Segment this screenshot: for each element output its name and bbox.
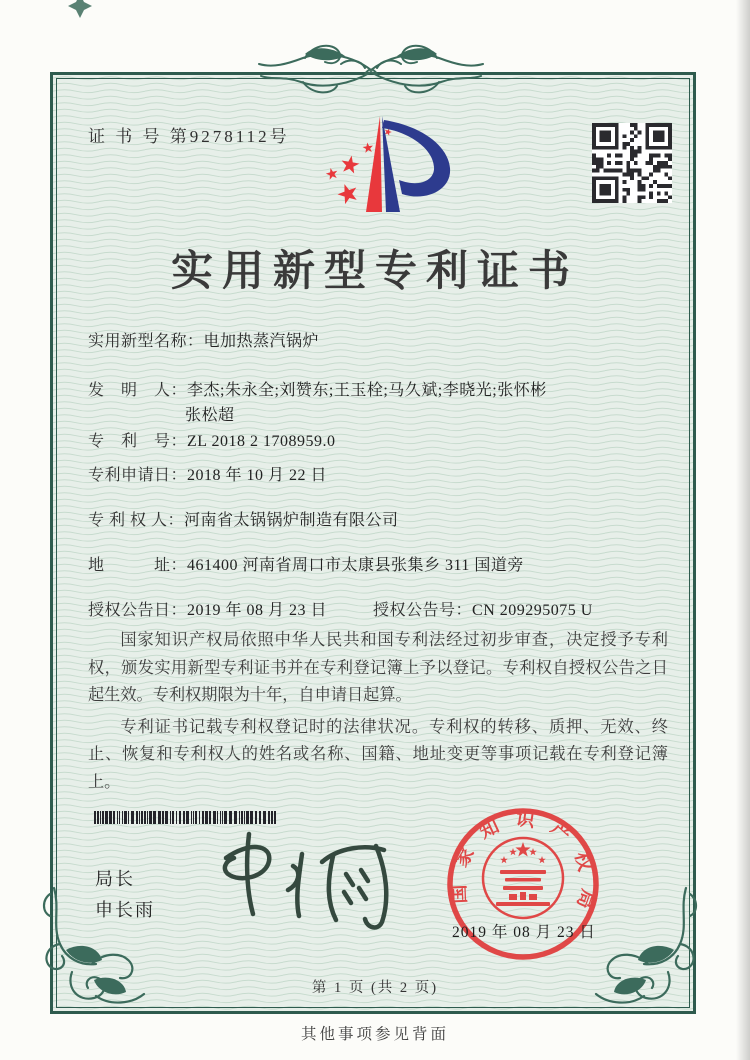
qr-code bbox=[592, 123, 672, 203]
field-value: 李杰;朱永全;刘赞东;王玉栓;马久斌;李晓光;张怀彬 bbox=[187, 382, 547, 399]
field-label: 发 明 人： bbox=[88, 382, 188, 399]
field-label: 授权公告日： bbox=[88, 602, 188, 619]
seal-date: 2019 年 08 月 23 日 bbox=[452, 924, 596, 941]
barcode bbox=[94, 811, 280, 824]
field-label: 授权公告号： bbox=[373, 602, 473, 619]
seal-ring-text: 国家知识产权局 bbox=[448, 808, 599, 926]
top-flourish-ornament bbox=[253, 38, 489, 100]
svg-text:国家知识产权局 bbox=[447, 806, 600, 925]
field-label: 实用新型名称： bbox=[88, 333, 204, 350]
field-label: 专 利 号： bbox=[88, 433, 188, 450]
signatory-name: 申长雨 bbox=[95, 900, 155, 920]
field-value: 张松超 bbox=[185, 407, 235, 424]
legal-paragraph-2: 专利证书记载专利权登记时的法律状况。专利权的转移、质押、无效、终止、恢复和专利权人的姓名或名称、国籍、地址变更等事项记载在专利登记簿上。 bbox=[88, 717, 668, 791]
field-patent-number bbox=[88, 428, 335, 451]
field-value: 电加热蒸汽锅炉 bbox=[203, 333, 320, 350]
field-grant bbox=[88, 597, 593, 620]
field-value: 2018 年 10 月 22 日 bbox=[187, 467, 328, 484]
seal-emblem-icon bbox=[496, 842, 550, 906]
field-label: 专 利 权 人： bbox=[88, 512, 185, 529]
reverse-side-note: 其他事项参见背面 bbox=[300, 1026, 449, 1043]
field-label: 地 址： bbox=[88, 557, 188, 574]
field-utility-model-name bbox=[88, 328, 319, 351]
field-patentee bbox=[88, 507, 399, 530]
cnipa-logo bbox=[306, 110, 464, 228]
scan-edge-shadow bbox=[736, 0, 750, 1060]
field-filing-date bbox=[88, 462, 327, 485]
field-value: 河南省太锅锅炉制造有限公司 bbox=[184, 512, 399, 529]
legal-paragraph-1: 国家知识产权局依照中华人民共和国专利法经过初步审查，决定授予专利权，颁发实用新型专利证书并在专利登记簿上予以登记。专利权自授权公告之日起生效。专利权期限为十年，自申请日起算。 bbox=[88, 631, 668, 704]
signatory-post: 局长 bbox=[95, 869, 135, 889]
certificate-title: 实用新型专利证书 bbox=[170, 249, 579, 295]
certificate-number: 证 书 号 第9278112号 bbox=[88, 127, 290, 146]
field-label: 专利申请日： bbox=[88, 467, 188, 484]
signatory-block bbox=[95, 864, 155, 926]
field-value: CN 209295075 U bbox=[472, 602, 593, 619]
field-value: 2019 年 08 月 23 日 bbox=[187, 602, 328, 619]
field-value: ZL 2018 2 1708959.0 bbox=[187, 433, 336, 450]
field-inventors-continued bbox=[185, 402, 235, 425]
page-indicator: 第 1 页 (共 2 页) bbox=[311, 980, 439, 996]
field-value: 461400 河南省周口市太康县张集乡 311 国道旁 bbox=[187, 557, 524, 574]
field-inventors bbox=[88, 377, 547, 400]
cross-ornament-icon bbox=[66, 0, 94, 18]
logo-p-icon bbox=[366, 116, 450, 212]
logo-stars-icon bbox=[325, 127, 393, 205]
field-address bbox=[88, 552, 524, 575]
handwritten-signature bbox=[196, 826, 411, 931]
legal-text-block bbox=[88, 627, 668, 800]
